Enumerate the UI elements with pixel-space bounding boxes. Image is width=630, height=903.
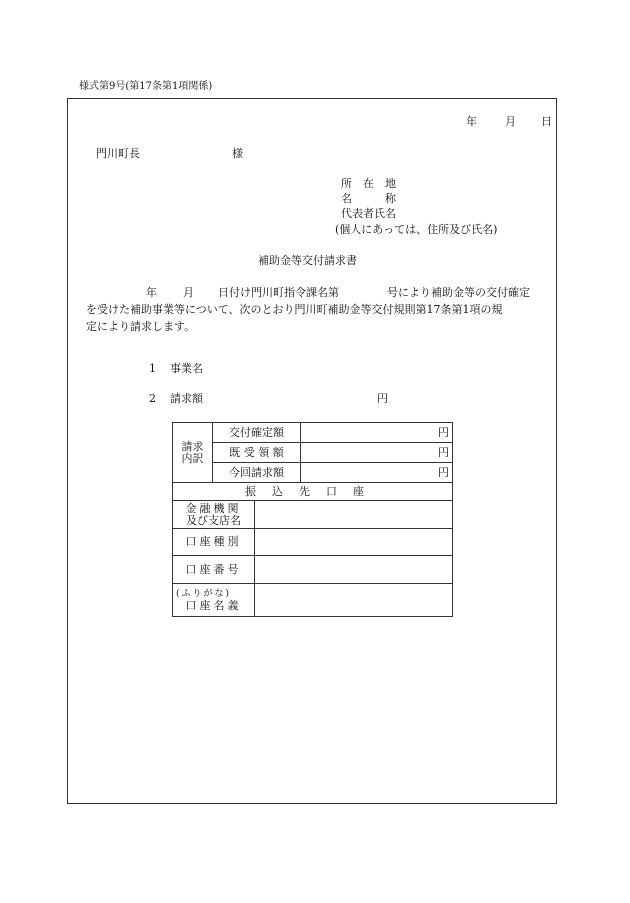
bank-institution-label-1: 金融機関 bbox=[185, 501, 242, 515]
breakdown-row-unit: 円 bbox=[301, 423, 453, 443]
table-row bbox=[173, 423, 453, 443]
breakdown-group-label-1: 請求 bbox=[181, 439, 204, 453]
table-row bbox=[173, 463, 453, 483]
breakdown-row-label: 交付確定額 bbox=[213, 423, 301, 443]
item-number-1: 1 bbox=[149, 362, 156, 375]
bank-institution-value[interactable] bbox=[255, 501, 453, 529]
table-row bbox=[173, 556, 453, 584]
statement-number-text: 号により補助金等の交付確定 bbox=[387, 286, 530, 299]
table-row bbox=[173, 483, 453, 501]
applicant-representative-label: 代表者氏名 bbox=[341, 207, 396, 220]
breakdown-row-unit: 円 bbox=[301, 443, 453, 463]
bank-account-heading: 振込先口座 bbox=[173, 483, 453, 501]
account-holder-value[interactable] bbox=[255, 584, 453, 617]
account-holder-label-text: 口座名義 bbox=[185, 599, 242, 612]
statement-month: 月 bbox=[183, 286, 194, 299]
statement-line-2: を受けた補助事業等について、次のとおり門川町補助金等交付規則第17条第1項の規 bbox=[86, 303, 503, 316]
account-type-label: 口座種別 bbox=[173, 529, 255, 556]
addressee-name: 門川町長 bbox=[96, 147, 140, 160]
applicant-address-label: 所 在 地 bbox=[341, 177, 396, 190]
table-row bbox=[173, 501, 453, 529]
statement-line-1 bbox=[86, 284, 554, 301]
date-year-label: 年 bbox=[466, 115, 477, 128]
bank-institution-label-2: 及び支店名 bbox=[186, 513, 241, 527]
document-title: 補助金等交付請求書 bbox=[258, 254, 357, 267]
item-unit-yen: 円 bbox=[377, 392, 388, 405]
applicant-individual-note: (個人にあっては、住所及び氏名) bbox=[335, 223, 498, 236]
table-row bbox=[173, 443, 453, 463]
account-number-label: 口座番号 bbox=[173, 556, 255, 584]
account-type-value[interactable] bbox=[255, 529, 453, 556]
request-detail-table bbox=[172, 422, 453, 617]
breakdown-group-label bbox=[173, 423, 213, 483]
item-label-request-amount: 請求額 bbox=[170, 392, 203, 405]
date-day-label: 日 bbox=[541, 115, 552, 128]
addressee-honorific: 様 bbox=[232, 147, 243, 160]
furigana-label: (ふりがな) bbox=[176, 589, 232, 599]
form-number: 様式第9号(第17条第1項関係) bbox=[79, 81, 213, 92]
account-number-value[interactable] bbox=[255, 556, 453, 584]
account-holder-label bbox=[173, 584, 255, 617]
table-row bbox=[173, 584, 453, 617]
breakdown-group-label-2: 内訳 bbox=[181, 451, 204, 465]
request-statement bbox=[86, 284, 554, 335]
applicant-name-label: 名 称 bbox=[341, 192, 396, 205]
date-month-label: 月 bbox=[505, 115, 516, 128]
statement-dated: 日付け門川町指令課名第 bbox=[218, 286, 339, 299]
item-label-project-name: 事業名 bbox=[170, 362, 203, 375]
statement-line-3: 定により請求します。 bbox=[86, 320, 196, 333]
breakdown-row-label: 今回請求額 bbox=[213, 463, 301, 483]
bank-institution-label bbox=[173, 501, 255, 529]
table-row bbox=[173, 529, 453, 556]
breakdown-row-unit: 円 bbox=[301, 463, 453, 483]
item-number-2: 2 bbox=[149, 392, 156, 405]
statement-year: 年 bbox=[146, 286, 157, 299]
breakdown-row-label: 既 受 領 額 bbox=[213, 443, 301, 463]
